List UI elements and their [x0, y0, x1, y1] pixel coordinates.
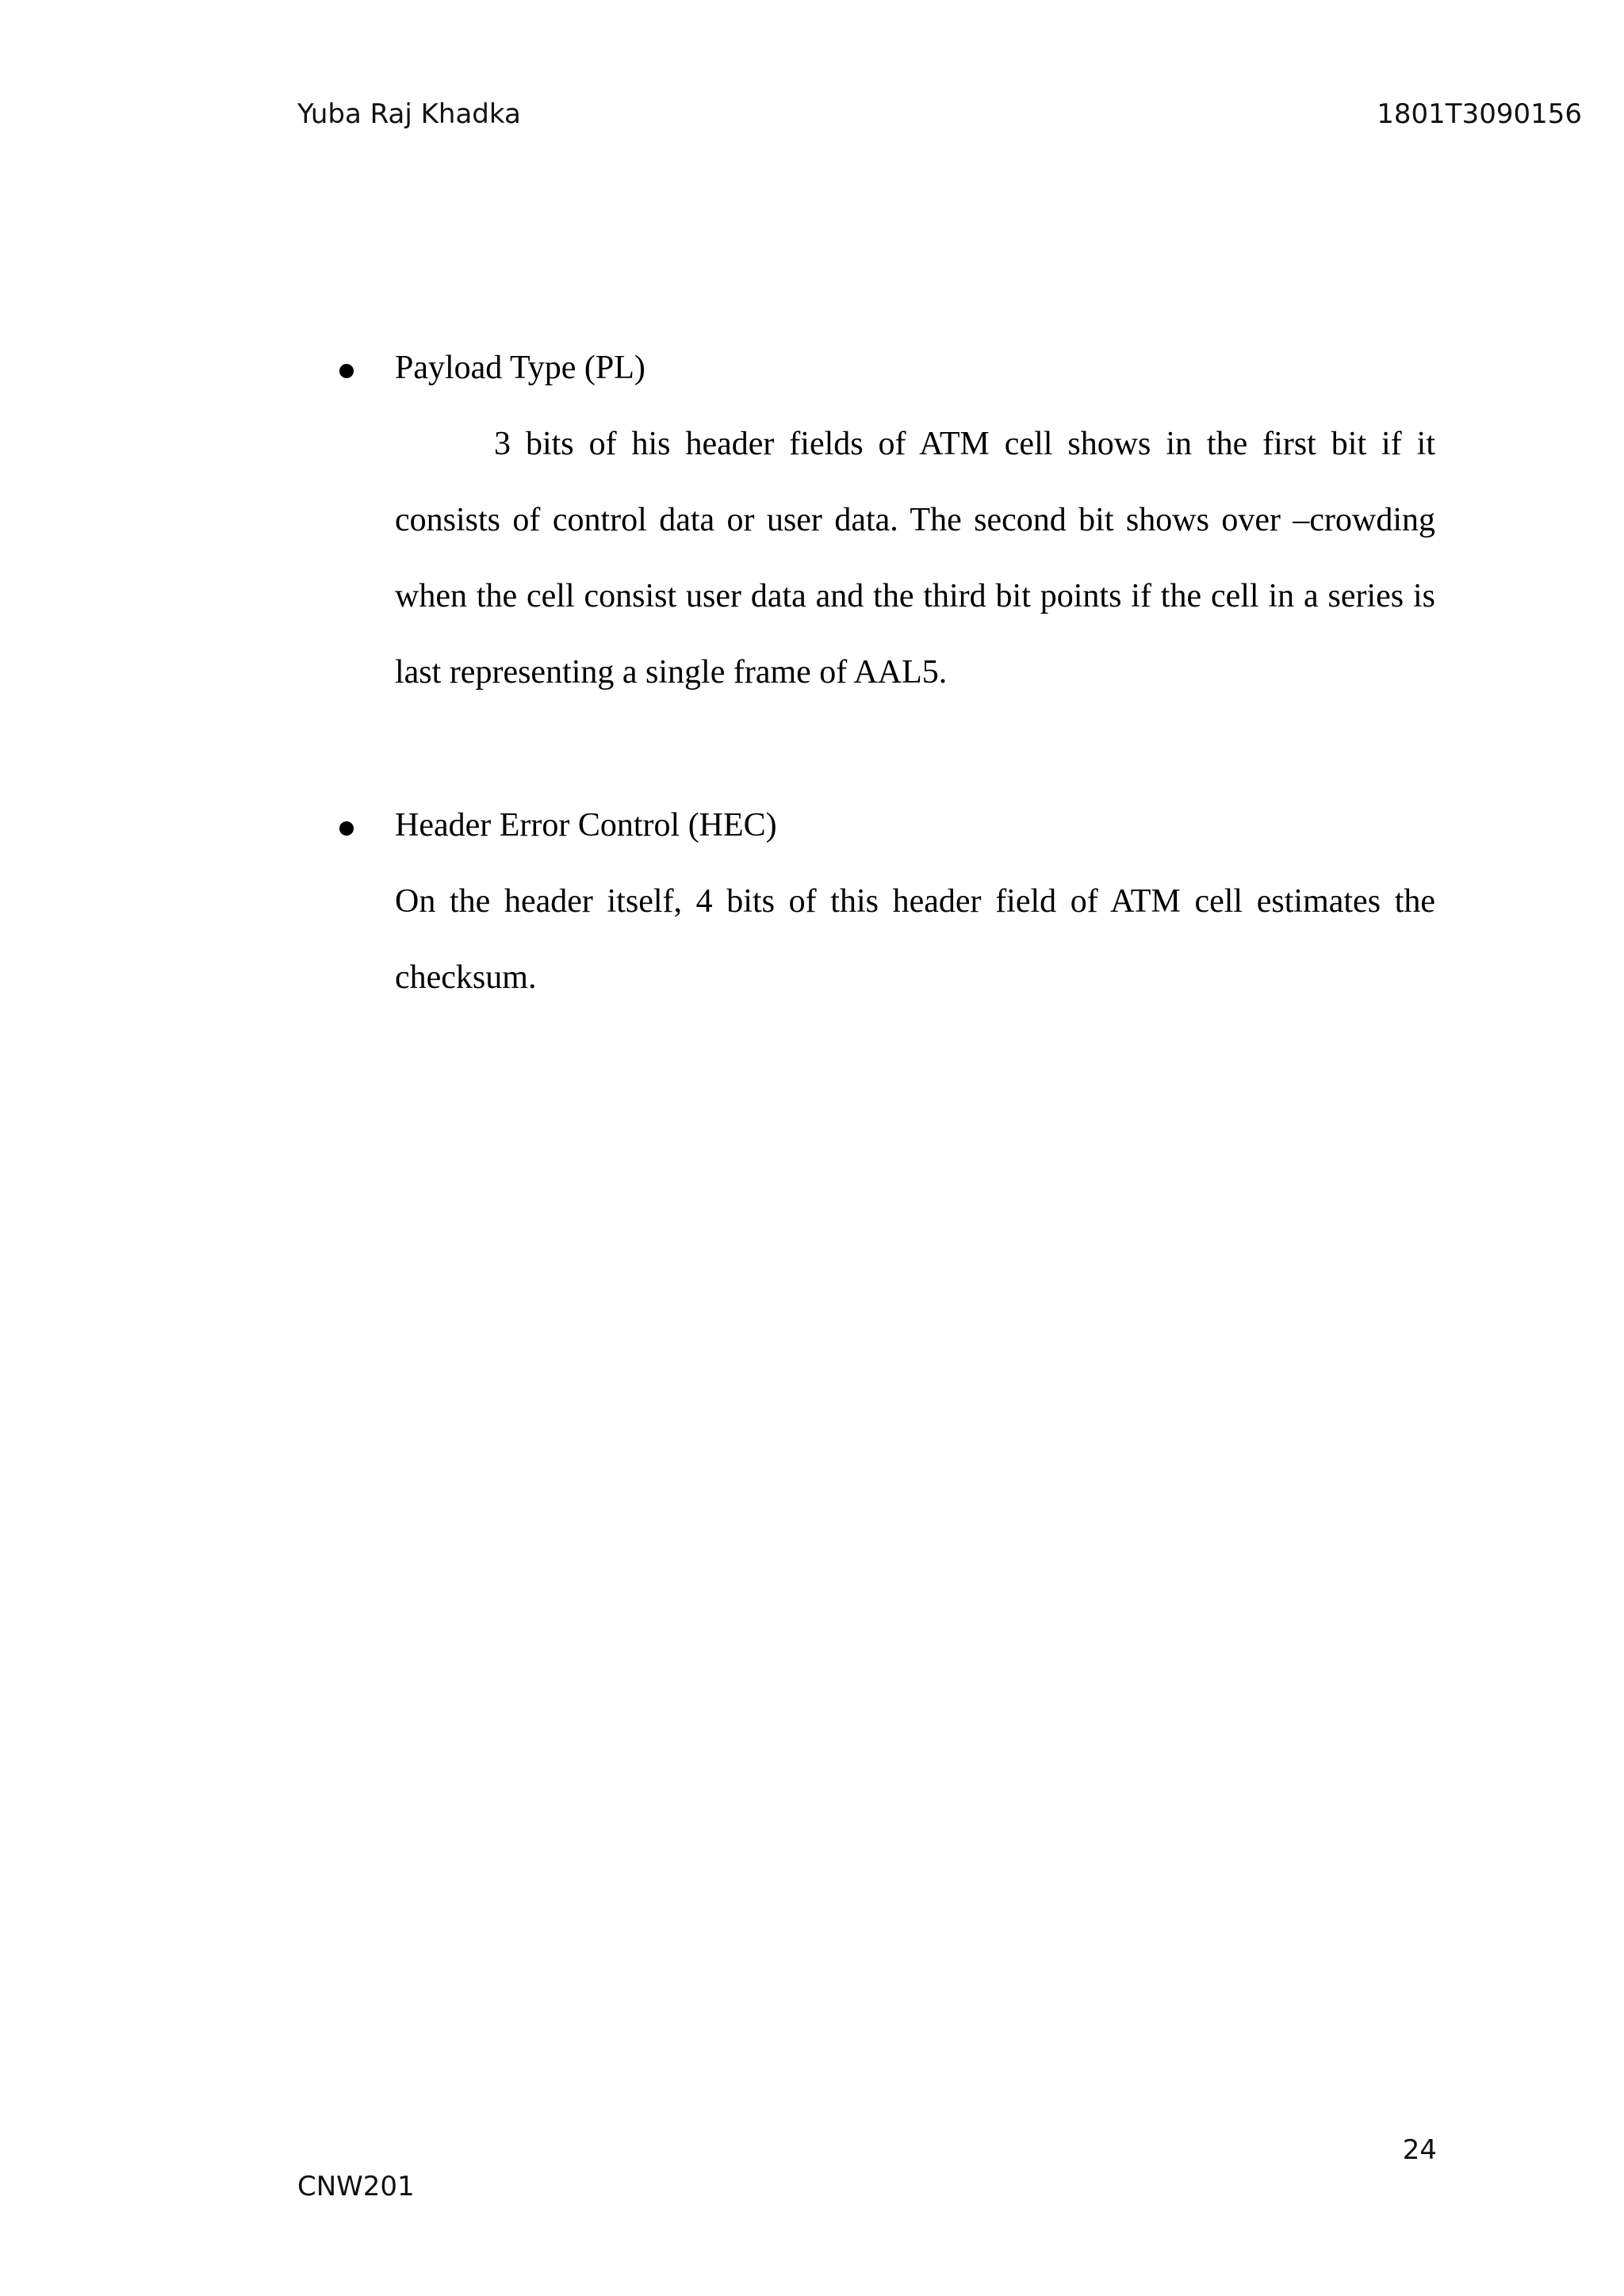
- page-number: 24: [1402, 2134, 1437, 2166]
- bullet-icon: [339, 364, 354, 378]
- section-title-header-error-control: Header Error Control (HEC): [395, 807, 777, 844]
- section-paragraph-header-error-control: On the header itself, 4 bits of this header field of ATM cell estimates the checksum.: [395, 883, 1435, 996]
- footer-course-code: CNW201: [297, 2171, 415, 2202]
- bullet-icon: [339, 821, 354, 836]
- section-paragraph-payload-type: 3 bits of his header fields of ATM cell shows in the first bit if it consists of control data or user data. The second bit shows over –crowding when the cell consist user data and the third bit points if the cell in a series is last representing a single frame of AAL5.: [395, 426, 1435, 691]
- header-author: Yuba Raj Khadka: [297, 98, 521, 130]
- header-student-id: 1801T3090156: [1377, 98, 1582, 130]
- section-title-payload-type: Payload Type (PL): [395, 350, 645, 386]
